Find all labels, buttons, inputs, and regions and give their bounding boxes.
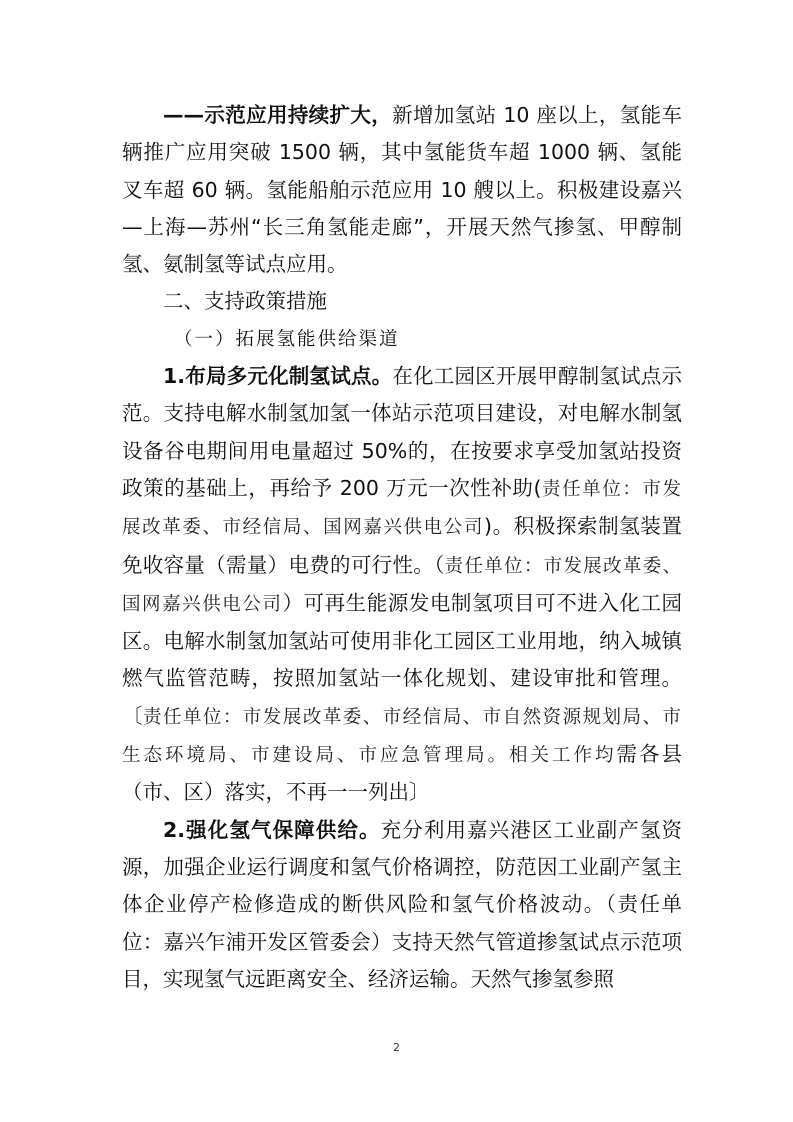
- item-2-lead: 2.强化氢气保障供给。: [163, 817, 381, 842]
- item-1-responsibility-2: 责任单位：市发展改革委、国网嘉兴供电公司: [122, 555, 682, 615]
- item-1-lead: 1.布局多元化制氢试点。: [163, 364, 393, 389]
- item-1-text-a: 在化工园区开展甲醇制氢试点示范。支持电解水制氢加氢一体站示范项目建设，对电解水制氢设备谷电期间用电量超过 50%的，在按要求享受加氢站投资政策的基础上，再给予 200 万元一次性补助(: [122, 364, 683, 500]
- sub-heading: （一）拓展氢能供给渠道: [174, 328, 400, 350]
- paragraph-text: 新增加氢站 10 座以上，氢能车辆推广应用突破 1500 辆，其中氢能货车超 1000 辆、氢能叉车超 60 辆。氢能船舶示范应用 10 艘以上。积极建设嘉兴—上海—苏州“长三角氢能走廊”，开展天然气掺氢、甲醇制氢、氨制氢等试点应用。: [122, 103, 683, 277]
- item-1-text-d: 需各县（市、区）落实，不再一一列出〕: [122, 742, 682, 805]
- paragraph-lead: ——示范应用持续扩大，: [163, 103, 393, 127]
- item-1-responsibility-1: 责任单位：市发展改革委、市经信局、国网嘉兴供电公司: [122, 478, 682, 539]
- page-number: 2: [393, 1041, 400, 1054]
- item-2-text: 充分利用嘉兴港区工业副产氢资源，加强企业运行调度和氢气价格调控，防范因工业副产氢主体企业停产检修造成的断供风险和氢气价格波动。（责任单位：嘉兴乍浦开发区管委会）支持天然气管道掺氢试点示范项目，实现氢气远距离安全、经济运输。天然气掺氢参照: [122, 817, 683, 991]
- item-1-responsibility-3: 责任单位：市发展改革委、市经信局、市自然资源规划局、市生态环境局、市建设局、市应急管理局。相关工作均: [122, 706, 682, 767]
- item-1-paragraph: [122, 358, 682, 812]
- item-2-paragraph: [122, 812, 682, 998]
- item-1-text-b: )。积极探索制氢装置免收容量（需量）电费的可行性。（: [122, 514, 682, 577]
- section-heading: 二、支持政策措施: [163, 289, 327, 314]
- body-text: [122, 97, 682, 998]
- item-1-text-c: ）可再生能源发电制氢项目可不进入化工园区。电解水制氢加氢站可使用非化工园区工业用地，纳入城镇燃气监管范畴，按照加氢站一体化规划、建设审批和管理。〔: [122, 590, 682, 728]
- paragraph-demonstration-expansion: [122, 97, 682, 283]
